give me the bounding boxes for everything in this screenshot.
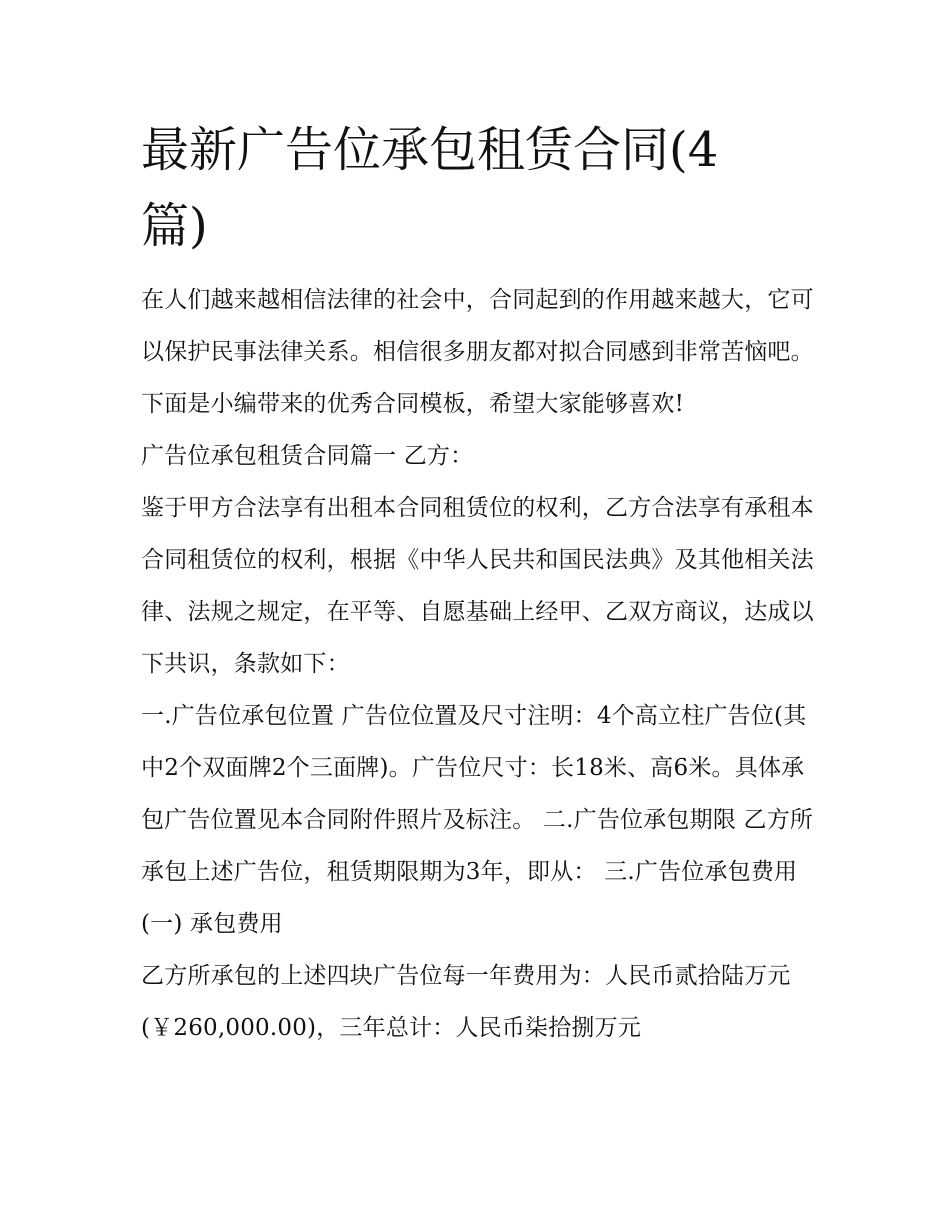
paragraph-clauses: 一.广告位承包位置 广告位位置及尺寸注明：4个高立柱广告位(其中2个双面牌2个三面牌)。广告位尺寸：长18米、高6米。具体承包广告位置见本合同附件照片及标注。 二.广告位承包期限 乙方所承包上述广告位，租赁期限期为3年，即从： 三.广告位承包费用 (一) 承包费用 [141, 703, 814, 937]
page-title: 最新广告位承包租赁合同(4篇) [141, 122, 719, 254]
document-body [141, 274, 821, 1054]
paragraph-intro: 在人们越来越相信法律的社会中，合同起到的作用越来越大，它可以保护民事法律关系。相信很多朋友都对拟合同感到非常苦恼吧。下面是小编带来的优秀合同模板，希望大家能够喜欢! [141, 287, 814, 417]
paragraph-fee: 乙方所承包的上述四块广告位每一年费用为：人民币贰拾陆万元(￥260,000.00)，三年总计：人民币柒拾捌万元 [141, 963, 791, 1041]
paragraph-whereas: 鉴于甲方合法享有出租本合同租赁位的权利，乙方合法享有承租本合同租赁位的权利，根据《中华人民共和国民法典》及其他相关法律、法规之规定，在平等、自愿基础上经甲、乙双方商议，达成以下共识，条款如下： [141, 495, 814, 677]
paragraph-section-heading: 广告位承包租赁合同篇一 乙方： [141, 443, 474, 469]
